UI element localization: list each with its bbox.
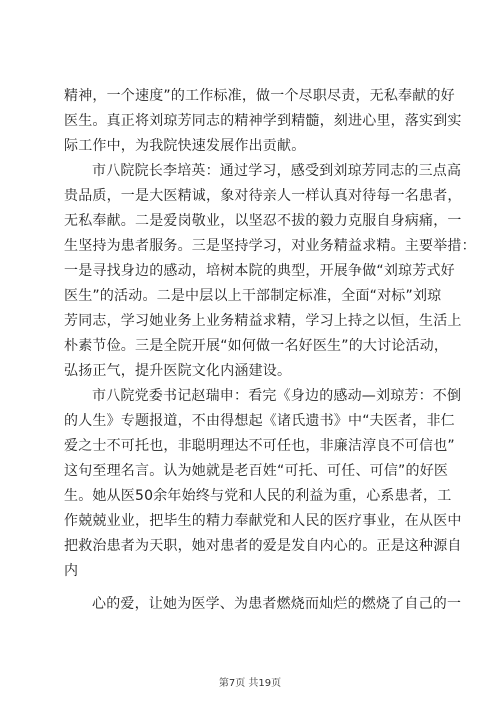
text-line: 内 <box>64 563 79 579</box>
text-line: 生坚持为患者服务。三是坚持学习，对业务精益求精。主要举措： <box>64 238 476 254</box>
text-line: 弘扬正气，提升医院文化内涵建设。 <box>64 363 292 379</box>
text-line: 朴素节俭。三是全院开展“如何做一名好医生”的大讨论活动， <box>64 338 449 354</box>
text-line: 爱之士不可托也，非聪明理达不可任也，非廉洁淳良不可信也” <box>64 438 455 454</box>
text-line: 作兢兢业业，把毕生的精力奉献党和人民的医疗事业，在从医中 <box>64 513 462 529</box>
text-line: 把救治患者为天职，她对患者的爱是发自内心的。正是这种源自 <box>64 538 462 554</box>
text-line: 芳同志，学习她业务上业务精益求精，学习上持之以恒，生活上 <box>64 313 462 329</box>
text-line: 医生。真正将刘琼芳同志的精神学到精髓，刻进心里，落实到实 <box>64 113 462 129</box>
text-line: 精神，一个速度”的工作标准，做一个尽职尽责，无私奉献的好 <box>64 88 455 104</box>
paragraph-spacer <box>64 584 440 592</box>
text-line: 的人生》专题报道，不由得想起《诸氏遗书》中“夫医者，非仁 <box>64 413 455 429</box>
text-line: 无私奉献。二是爱岗敬业，以坚忍不拔的毅力克服自身病痛，一 <box>64 213 462 229</box>
paragraph-continuation <box>64 84 462 159</box>
paragraph-continued <box>64 592 462 617</box>
text-line: 市八院党委书记赵瑞申：看完《身边的感动—刘琼芳：不倒 <box>92 388 462 404</box>
document-body <box>64 84 476 617</box>
page-number-footer: 第7页 共19页 <box>218 678 282 689</box>
text-line: 市八院院长李培英：通过学习，感受到刘琼芳同志的三点高 <box>92 163 462 179</box>
paragraph-hospital-director <box>64 159 476 384</box>
text-line: 心的爱，让她为医学、为患者燃烧而灿烂的燃烧了自己的一 <box>92 596 462 612</box>
text-line: 生。她从医50余年始终与党和人民的利益为重，心系患者，工 <box>64 488 452 504</box>
text-line: 这句至理名言。认为她就是老百姓“可托、可任、可信”的好医 <box>64 463 449 479</box>
text-line: 一是寻找身边的感动，培树本院的典型，开展争做“刘琼芳式好 <box>64 263 455 279</box>
text-line: 医生”的活动。二是中层以上干部制定标准，全面“对标”刘琼 <box>64 288 442 304</box>
text-line: 际工作中，为我院快速发展作出贡献。 <box>64 138 306 154</box>
paragraph-party-secretary <box>64 384 462 584</box>
text-line: 贵品质，一是大医精诚，象对待亲人一样认真对待每一名患者， <box>64 188 462 204</box>
